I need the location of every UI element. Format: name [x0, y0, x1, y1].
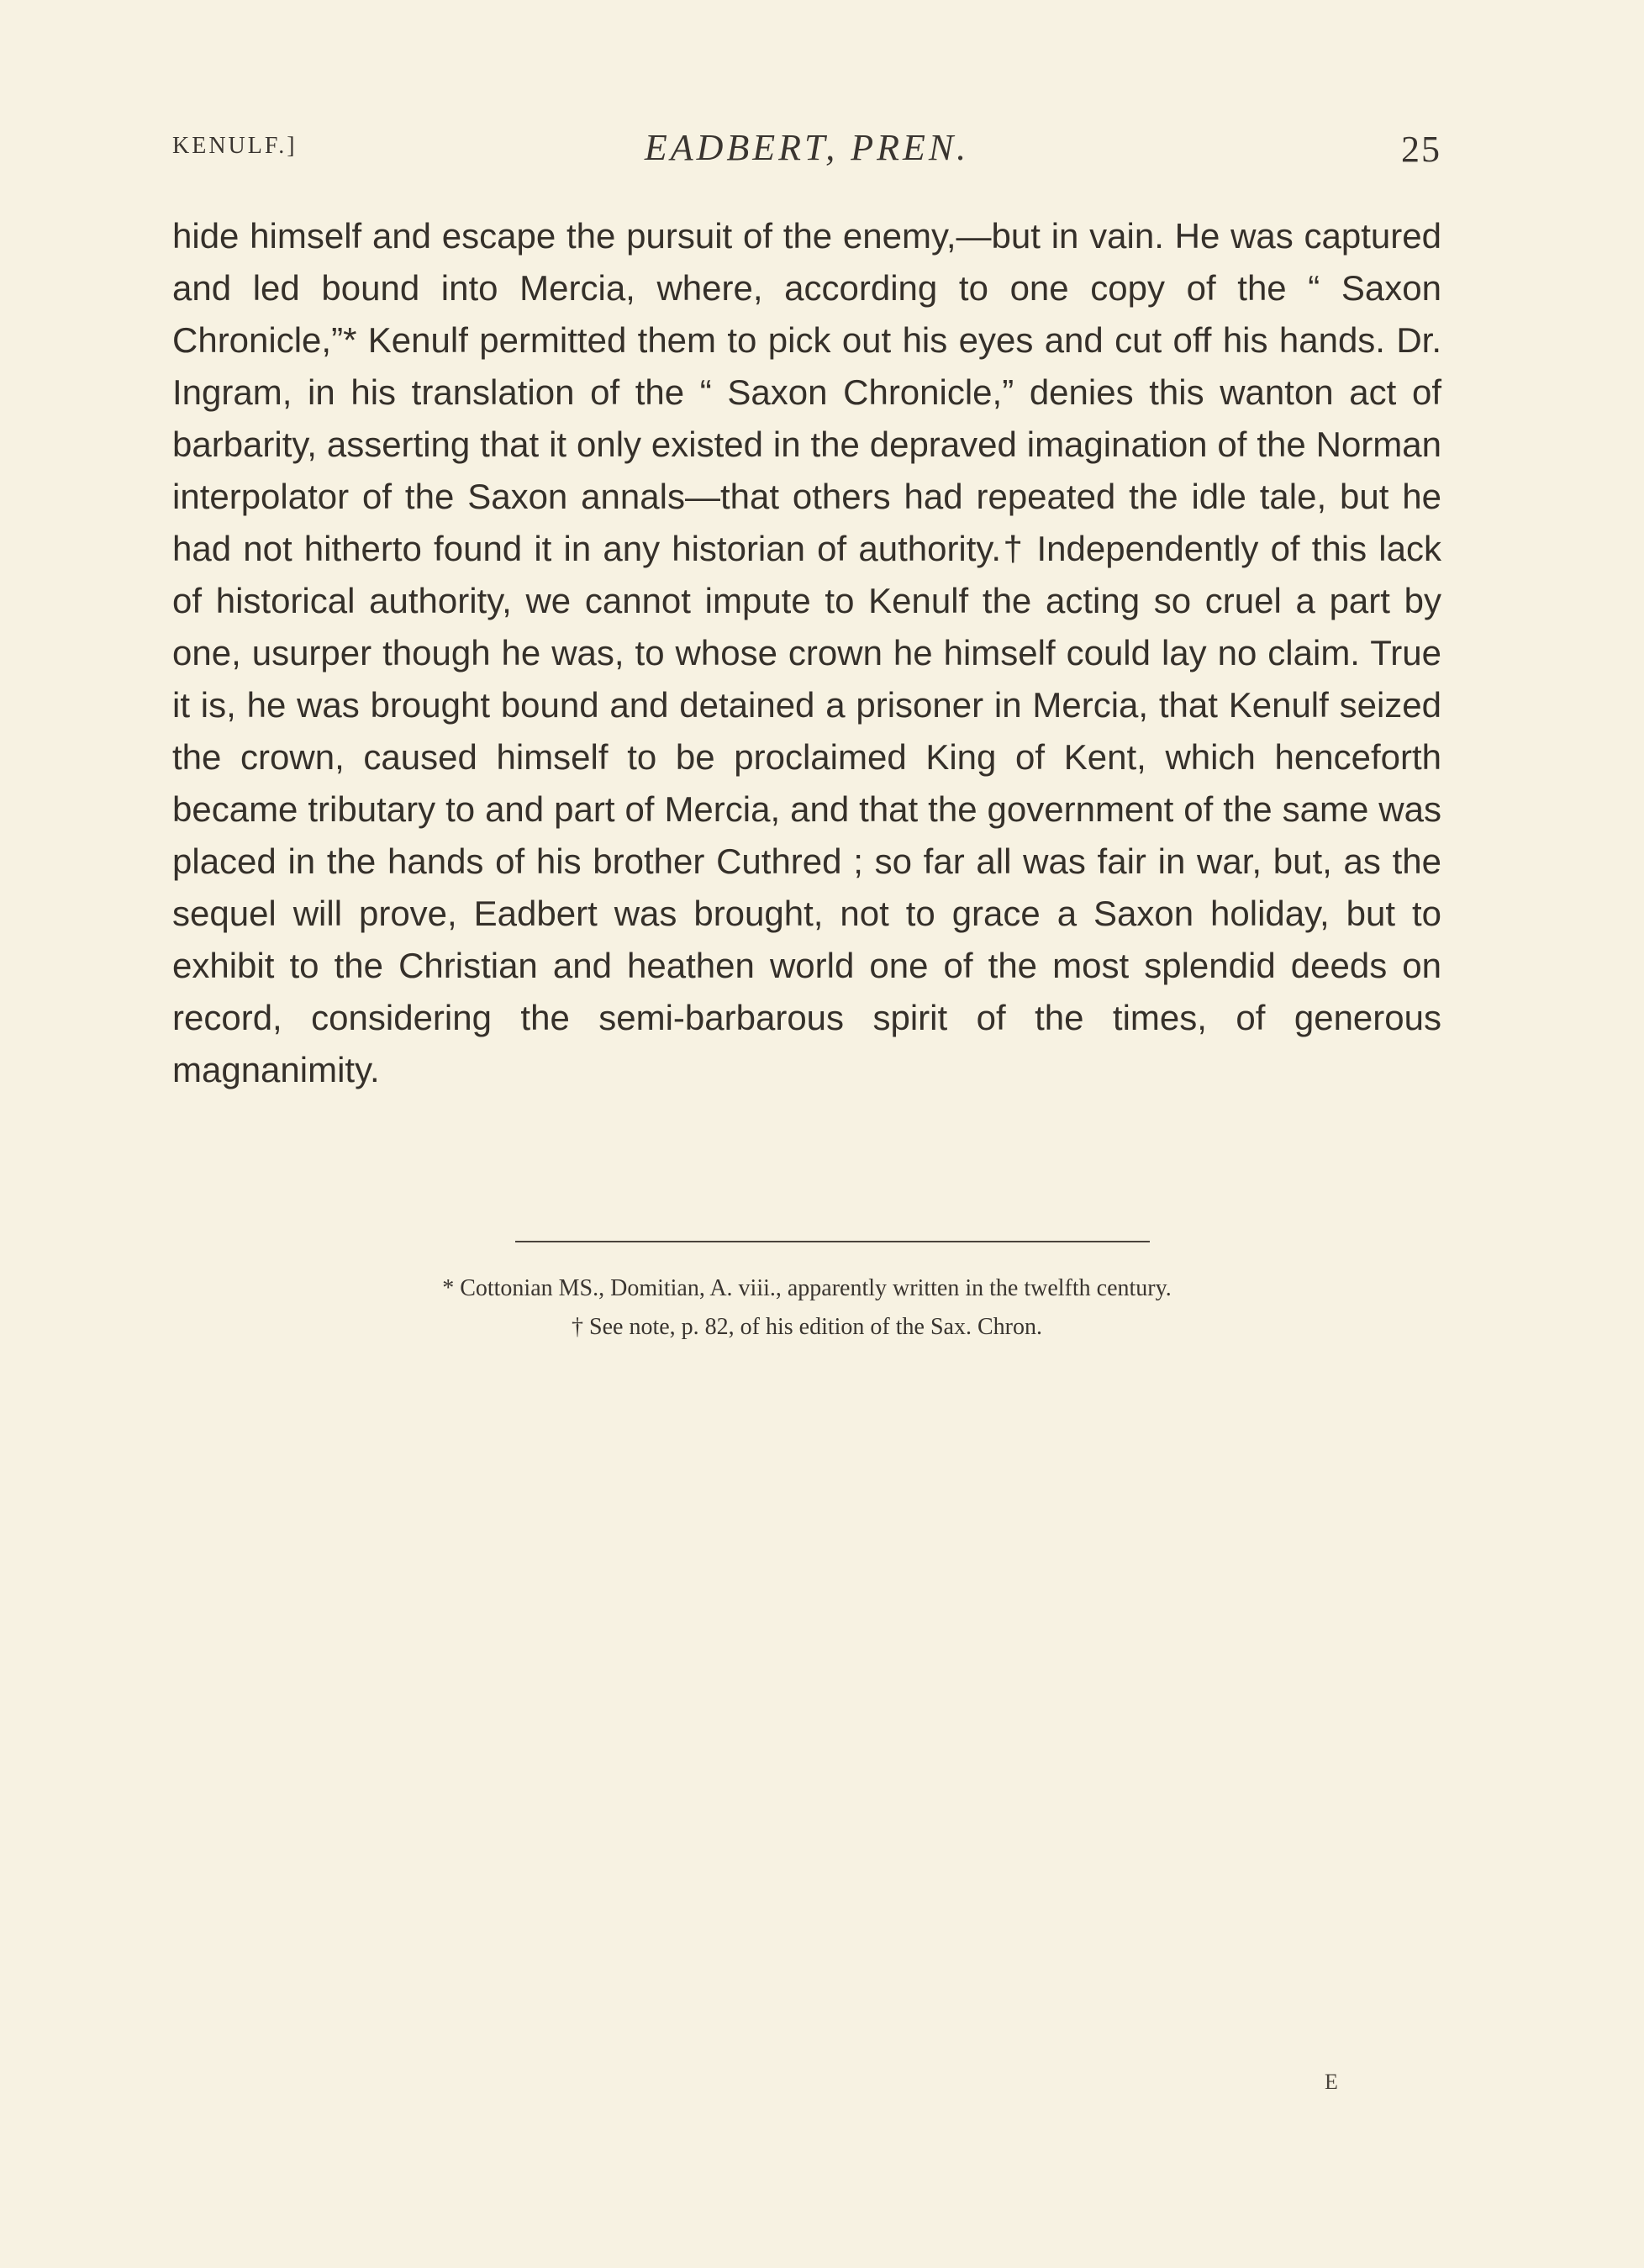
running-head-title: EADBERT, PREN.: [644, 127, 970, 168]
body-paragraph: hide himself and escape the pursuit of the enemy,—but in vain. He was captured and led bound into Mercia, where, according to one copy of the “ Saxon Chronicle,”* Kenulf permitted them to pick out his eyes and cut off his hands. Dr. Ingram, in his translation of the “ Saxon Chronicle,” denies this wanton act of barbarity, asserting that it only existed in the depraved imagination of the Norman interpolator of the Saxon annals—that others had repeated the idle tale, but he had not hitherto found it in any historian of authority.† Independently of this lack of historical authority, we cannot impute to Kenulf the acting so cruel a part by one, usurper though he was, to whose crown he himself could lay no claim. True it is, he was brought bound and detained a prisoner in Mercia, that Kenulf seized the crown, caused himself to be proclaimed King of Kent, which henceforth became tributary to and part of Mercia, and that the government of the same was placed in the hands of his brother Cuthred ; so far all was fair in war, but, as the sequel will prove, Eadbert was brought, not to grace a Saxon holiday, but to exhibit to the Christian and heathen world one of the most splendid deeds on record, considering the semi-barbarous spirit of the times, of generous magnanimity.: [172, 216, 1441, 1089]
footnotes: [172, 1269, 1441, 1347]
footnote-2: † See note, p. 82, of his edition of the Sax. Chron.: [572, 1314, 1042, 1340]
body-text: [172, 210, 1441, 1096]
footnote-divider: [515, 1241, 1150, 1242]
signature-mark: E: [1325, 2070, 1338, 2094]
footnote-1: * Cottonian MS., Domitian, A. viii., apparently written in the twelfth century.: [442, 1275, 1172, 1301]
running-head-section: KENULF.]: [172, 133, 298, 159]
page-number: 25: [1401, 129, 1441, 170]
running-head: [172, 126, 1441, 185]
